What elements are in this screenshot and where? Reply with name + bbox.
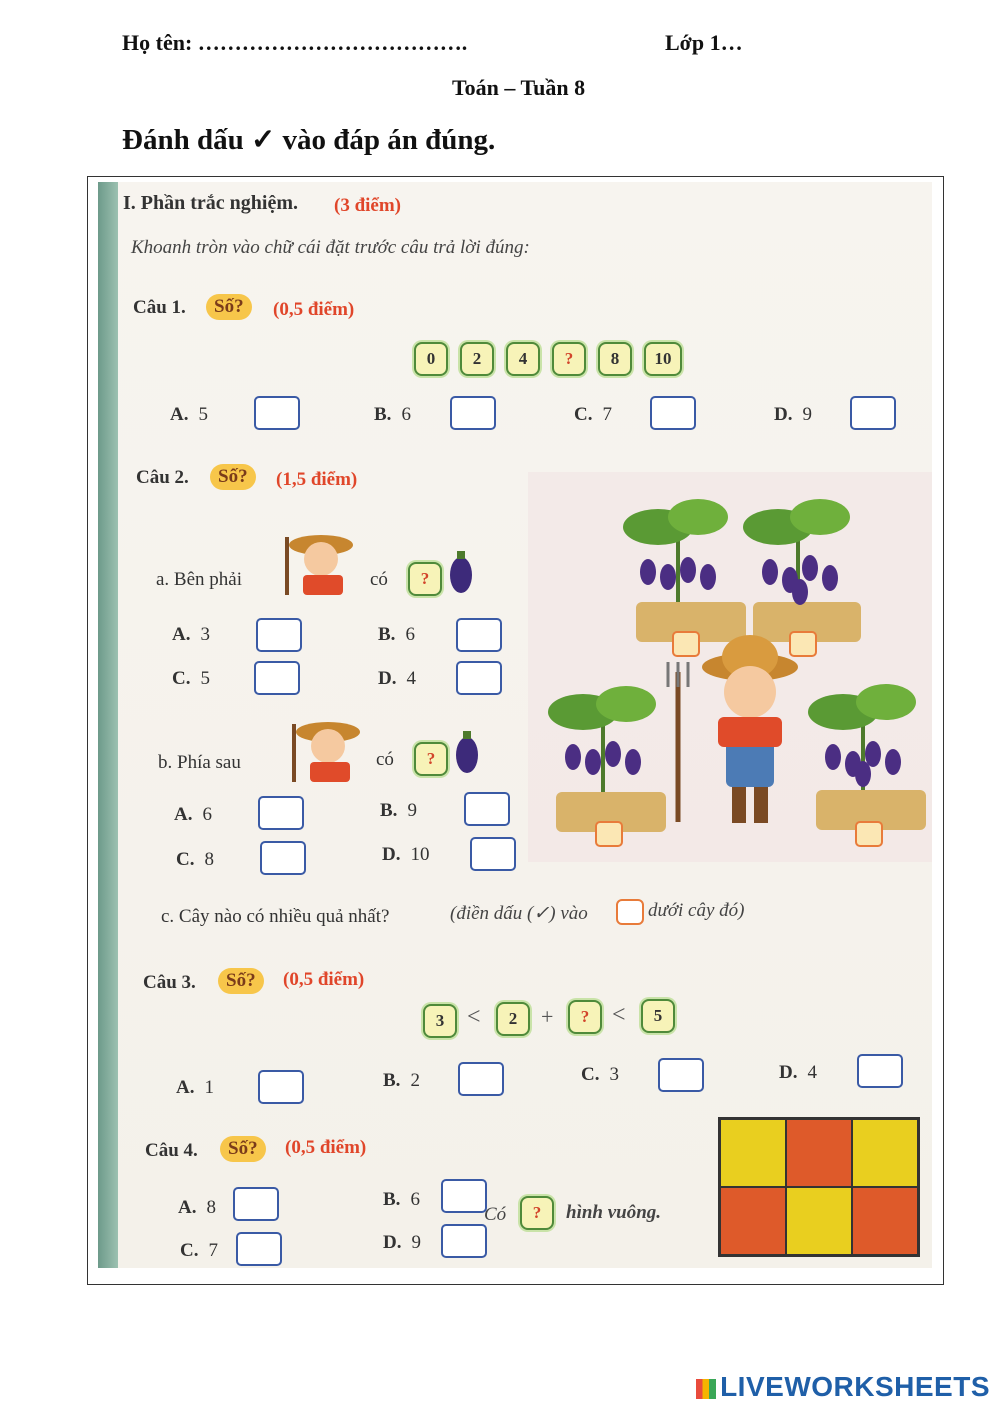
q2a-option-c: C. 5 [172,668,210,689]
q3-option-c: C. 3 [581,1064,619,1085]
q2a-option-d: D. 4 [378,668,416,689]
q4-option-b: B. 6 [383,1189,420,1210]
q4-answer-box-a[interactable] [233,1187,279,1221]
logo-text: LIVEWORKSHEETS [720,1371,990,1402]
q2a-option-b: B. 6 [378,624,415,645]
q1-label: Câu 1. [133,297,186,318]
worksheet-frame [87,176,944,1285]
q2a-text: a. Bên phải [156,569,243,590]
q4-prompt-question: ? [520,1196,554,1230]
q2c-sample-box [616,899,644,925]
q2b-option-c: C. 8 [176,849,214,870]
q2a-answer-box-a[interactable] [256,618,302,652]
instruction-title: Đánh dấu ✓ vào đáp án đúng. [122,124,496,156]
q4-prompt-post: hình vuông. [566,1202,662,1223]
q4-answer-box-c[interactable] [236,1232,282,1266]
seq-num: 8 [598,342,632,376]
q3-expr-num: 5 [641,999,675,1033]
q2b-question: ? [414,742,448,776]
q2b-has: có [376,749,394,770]
farmer-icon [280,714,370,784]
q3-expr-op: < [612,1002,626,1028]
q2a-answer-box-b[interactable] [456,618,502,652]
q3-answer-box-b[interactable] [458,1062,504,1096]
q2c-hint-1: (điền dấu (✓) vào [450,903,588,924]
q1-answer-box-b[interactable] [450,396,496,430]
liveworksheets-logo [696,1371,990,1403]
seq-num: 0 [414,342,448,376]
section-title: I. Phần trắc nghiệm. [123,192,298,214]
q3-option-d: D. 4 [779,1062,817,1083]
q2b-option-b: B. 9 [380,800,417,821]
q3-answer-box-d[interactable] [857,1054,903,1088]
q1-points: (0,5 điểm) [273,299,355,320]
q2a-answer-box-d[interactable] [456,661,502,695]
seq-question: ? [552,342,586,376]
farmer-icon [273,527,363,597]
q3-expr-num: 2 [496,1002,530,1036]
q2b-option-a: A. 6 [174,804,212,825]
q4-answer-box-b[interactable] [441,1179,487,1213]
grid-cell [786,1119,852,1187]
grid-cell [852,1187,918,1255]
worksheet-photo [98,182,932,1268]
q3-expr-op: < [467,1004,481,1030]
q2a-question: ? [408,562,442,596]
q1-answer-box-c[interactable] [650,396,696,430]
q4-option-c: C. 7 [180,1240,218,1261]
logo-mark-icon [696,1379,716,1399]
q3-expr-question: ? [568,1000,602,1034]
q2b-option-d: D. 10 [382,844,430,865]
seq-num: 4 [506,342,540,376]
q3-answer-box-a[interactable] [258,1070,304,1104]
q2b-text: b. Phía sau [158,752,241,773]
q2-points: (1,5 điểm) [276,469,358,490]
q2b-answer-box-a[interactable] [258,796,304,830]
q1-option-b: B. 6 [374,404,411,425]
q3-expr-op: + [541,1004,554,1029]
eggplant-farm-illustration [528,472,932,862]
q4-option-d: D. 9 [383,1232,421,1253]
q4-tag: Số? [220,1136,266,1162]
q2c-hint-2: dưới cây đó) [648,900,745,921]
q3-expr-num: 3 [423,1004,457,1038]
q2a-answer-box-c[interactable] [254,661,300,695]
q2b-answer-box-c[interactable] [260,841,306,875]
q4-answer-box-d[interactable] [441,1224,487,1258]
q3-option-a: A. 1 [176,1077,214,1098]
q3-label: Câu 3. [143,972,196,993]
name-field-label: Họ tên: ………………………………. [122,30,468,55]
q2-tag: Số? [210,464,256,490]
q2c-text: c. Cây nào có nhiều quả nhất? [161,906,390,927]
q3-answer-box-c[interactable] [658,1058,704,1092]
q1-answer-box-d[interactable] [850,396,896,430]
seq-num: 2 [460,342,494,376]
q4-points: (0,5 điểm) [285,1137,367,1158]
q1-answer-box-a[interactable] [254,396,300,430]
section-hint: Khoanh tròn vào chữ cái đặt trước câu trả lời đúng: [131,237,530,258]
q1-tag: Số? [206,294,252,320]
class-field-label: Lớp 1… [665,30,743,55]
q4-option-a: A. 8 [178,1197,216,1218]
q2-label: Câu 2. [136,467,189,488]
q1-option-a: A. 5 [170,404,208,425]
q2a-option-a: A. 3 [172,624,210,645]
q2b-answer-box-d[interactable] [470,837,516,871]
grid-cell [786,1187,852,1255]
subject-title: Toán – Tuần 8 [452,75,586,100]
q1-option-c: C. 7 [574,404,612,425]
seq-num: 10 [644,342,682,376]
q3-tag: Số? [218,968,264,994]
section-points: (3 điểm) [334,195,402,216]
grid-cell [720,1187,786,1255]
page-spine [98,182,118,1268]
q1-option-d: D. 9 [774,404,812,425]
square-grid-figure [718,1117,920,1257]
q4-label: Câu 4. [145,1140,198,1161]
grid-cell [852,1119,918,1187]
grid-cell [720,1119,786,1187]
q3-points: (0,5 điểm) [283,969,365,990]
q4-prompt-pre: Có [484,1204,507,1225]
q3-option-b: B. 2 [383,1070,420,1091]
eggplant-icon [448,547,474,595]
eggplant-icon [454,727,480,775]
q2b-answer-box-b[interactable] [464,792,510,826]
q2a-has: có [370,569,388,590]
